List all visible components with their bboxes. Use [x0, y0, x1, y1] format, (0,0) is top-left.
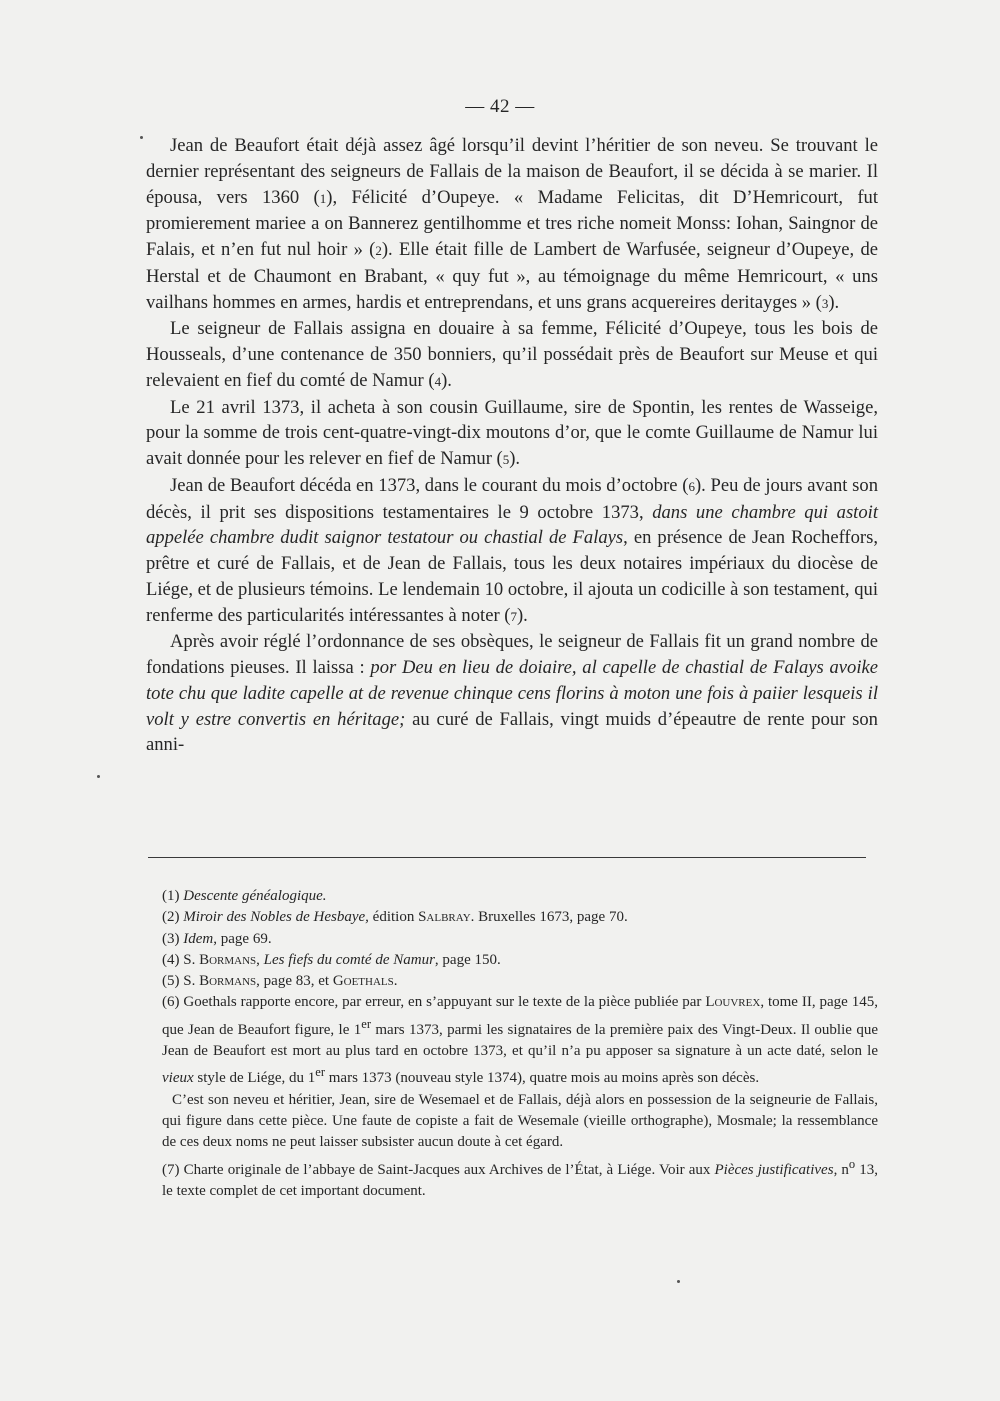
footnote-2 [162, 907, 878, 928]
quoted-italic: por Deu en lieu de doiaire, al capelle de chastial de Falays avoike tote chu que ladite capelle at de revenue chinque cens florins à moton une fois à paiier lesqueis il volt y estre convertis en héritage; [146, 657, 878, 730]
text-run: Le 21 avril 1373, il acheta à son cousin Guillaume, sire de Spontin, les rentes de Wasseige, pour la somme de trois cent-quatre-vingt-dix moutons d’or, que le comte Guillaume de Namur lui avait donnée pour les relever en fief de Namur ( [146, 396, 878, 469]
text-run: Bormans [199, 973, 257, 990]
text-run: , en présence de Jean Rocheffors, prêtre et curé de Fallais, et de Jean de Fallais, tous les deux notaires impériaux du diocèse de Liége, et de plusieurs témoins. Le lendemain 10 octobre, il ajouta un codicille à son testament, qui renferme des particularités intéressantes à noter ( [146, 527, 879, 626]
footnote-7 [162, 1154, 878, 1203]
text-run: , n [833, 1161, 849, 1178]
text-run: C’est son neveu et héritier, Jean, sire de Wesemael et de Fallais, déjà alors en possession de la seigneurie de Fallais, qui figure dans cette pièce. Une faute de copiste a fait de Wesemale (vieille orthographe), Mosmale; la ressemblance de ces deux noms ne peut laisser subsister aucun doute à cet égard. [162, 1091, 878, 1151]
text-run: ). [828, 291, 840, 313]
footnote-5 [162, 971, 878, 992]
text-run: Pièces justificatives [714, 1161, 834, 1178]
footnote-3 [162, 929, 878, 950]
footnote-ref-1: 1 [319, 190, 327, 206]
paper-speck [140, 136, 143, 139]
text-run: Idem [183, 930, 214, 947]
footnote-number: (6) [162, 994, 180, 1011]
footnote-number: (3) [162, 930, 180, 947]
text-run: Bormans [199, 951, 257, 968]
footnote-number: (4) [162, 951, 180, 968]
text-run: S. [183, 951, 200, 968]
footnote-1 [162, 886, 878, 907]
footnote-separator [148, 857, 866, 858]
text-run: Miroir des Nobles de Hesbaye, [183, 909, 369, 926]
paragraph-1 [146, 133, 878, 316]
superscript: er [315, 1065, 325, 1080]
footnote-6 [162, 992, 878, 1089]
text-run: Charte originale de l’abbaye de Saint-Jacques aux Archives de l’État, à Liége. Voir aux [183, 1161, 715, 1178]
text-run: , [256, 951, 264, 968]
paragraph-3 [146, 395, 878, 473]
page-number: — 42 — [465, 96, 535, 117]
text-run: Louvrex [705, 994, 761, 1011]
text-run: Salbray [418, 909, 471, 926]
quoted-italic: dans une chambre qui astoit appelée chambre dudit saignor testatour ou chastial de Falays [146, 501, 878, 549]
paragraph-5 [146, 629, 878, 758]
text-run: style de Liége, du 1 [193, 1070, 316, 1087]
text-run: ), Félicité d’Oupeye. « Madame Felicitas, dit D’Hemricourt, fut promierement mariee a on Bannerez gentilhomme et tres riche nomeit Monss: Iohan, Saingnor de Falais, et n’en fut nul hoir » ( [146, 186, 878, 260]
footnote-ref-5: 5 [502, 452, 510, 467]
footnotes [162, 886, 878, 1202]
text-run: Goethals rapporte encore, par erreur, en s’appuyant sur le texte de la pièce publiée par [183, 994, 706, 1011]
paper-speck [97, 775, 100, 778]
paragraph-2 [146, 316, 878, 394]
superscript: o [848, 1156, 856, 1171]
text-run: Après avoir réglé l’ordonnance de ses obsèques, le seigneur de Fallais fit un grand nombre de fondations pieuses. Il laissa : [146, 631, 878, 678]
footnote-4 [162, 950, 878, 971]
paper-speck [677, 1280, 680, 1283]
footnote-ref-7: 7 [510, 608, 517, 624]
text-run: . Bruxelles 1673, page 70. [470, 909, 628, 926]
text-run: , tome II, page 145, que Jean de Beaufort figure, le 1 [162, 994, 878, 1038]
footnote-ref-6: 6 [688, 478, 695, 494]
text-run: ). [441, 369, 452, 391]
footnote-ref-4: 4 [434, 373, 442, 389]
text-run: édition [368, 909, 419, 926]
text-run: , page 83, et [256, 973, 333, 990]
text-run: mars 1373, parmi les signataires de la première paix des Vingt-Deux. Il oublie que Jean de Beaufort est mort au plus tard en octobre 1373, et qu’il n’a pu apposer sa signature à un acte daté, selon le [162, 1021, 878, 1060]
text-run: Goethals [332, 973, 394, 990]
text-run: 13, le texte complet de cet important document. [162, 1161, 879, 1199]
text-run: ). [509, 448, 521, 469]
text-run: ). [516, 604, 528, 626]
text-run: ). Peu de jours avant son décès, il prit ses dispositions testamentaires le 9 octobre 1373, [146, 474, 879, 523]
paragraph-4 [146, 473, 878, 630]
text-run: Descente généalogique. [183, 888, 327, 904]
text-run: mars 1373 (nouveau style 1374), quatre mois au moins après son décès. [325, 1070, 760, 1087]
text-run: , page 150. [434, 951, 501, 968]
text-run: Jean de Beaufort était déjà assez âgé lorsqu’il devint l’héritier de son neveu. Se trouvant le dernier représentant des seigneurs de Fallais de la maison de Beaufort, il se décida à se marier. Il épousa, vers 1360 ( [146, 135, 878, 208]
text-run: Le seigneur de Fallais assigna en douaire à sa femme, Félicité d’Oupeye, tous les bois de Housseals, d’une contenance de 350 bonniers, qu’il possédait près de Beaufort sur Meuse et qui relevaient en fief du comté de Namur ( [146, 318, 878, 391]
text-run: ). Elle était fille de Lambert de Warfusée, seigneur d’Oupeye, de Herstal et de Chaumont en Brabant, « quy fut », au témoignage du même Hemricourt, « uns vailhans hommes en armes, hardis et entreprendans, et uns grans acquereires deritayges » ( [146, 239, 878, 313]
text-run: Les fiefs du comté de Namur [263, 951, 435, 968]
footnote-number: (1) [162, 888, 180, 904]
footnote-number: (7) [162, 1161, 180, 1178]
footnote-number: (5) [162, 973, 180, 990]
footnote-ref-2: 2 [375, 243, 382, 258]
text-run: S. [183, 973, 200, 990]
text-run: Jean de Beaufort décéda en 1373, dans le courant du mois d’octobre ( [170, 474, 689, 496]
text-run: vieux [162, 1070, 194, 1087]
footnote-6-continued [162, 1090, 878, 1154]
superscript: er [361, 1016, 371, 1031]
text-run: . [393, 973, 398, 990]
text-run: , page 69. [213, 930, 272, 947]
footnote-ref-3: 3 [821, 295, 829, 311]
text-run: au curé de Fallais, vingt muids d’épeautre de rente pour son anni- [146, 708, 878, 756]
main-text [146, 133, 878, 758]
footnote-number: (2) [162, 909, 180, 926]
